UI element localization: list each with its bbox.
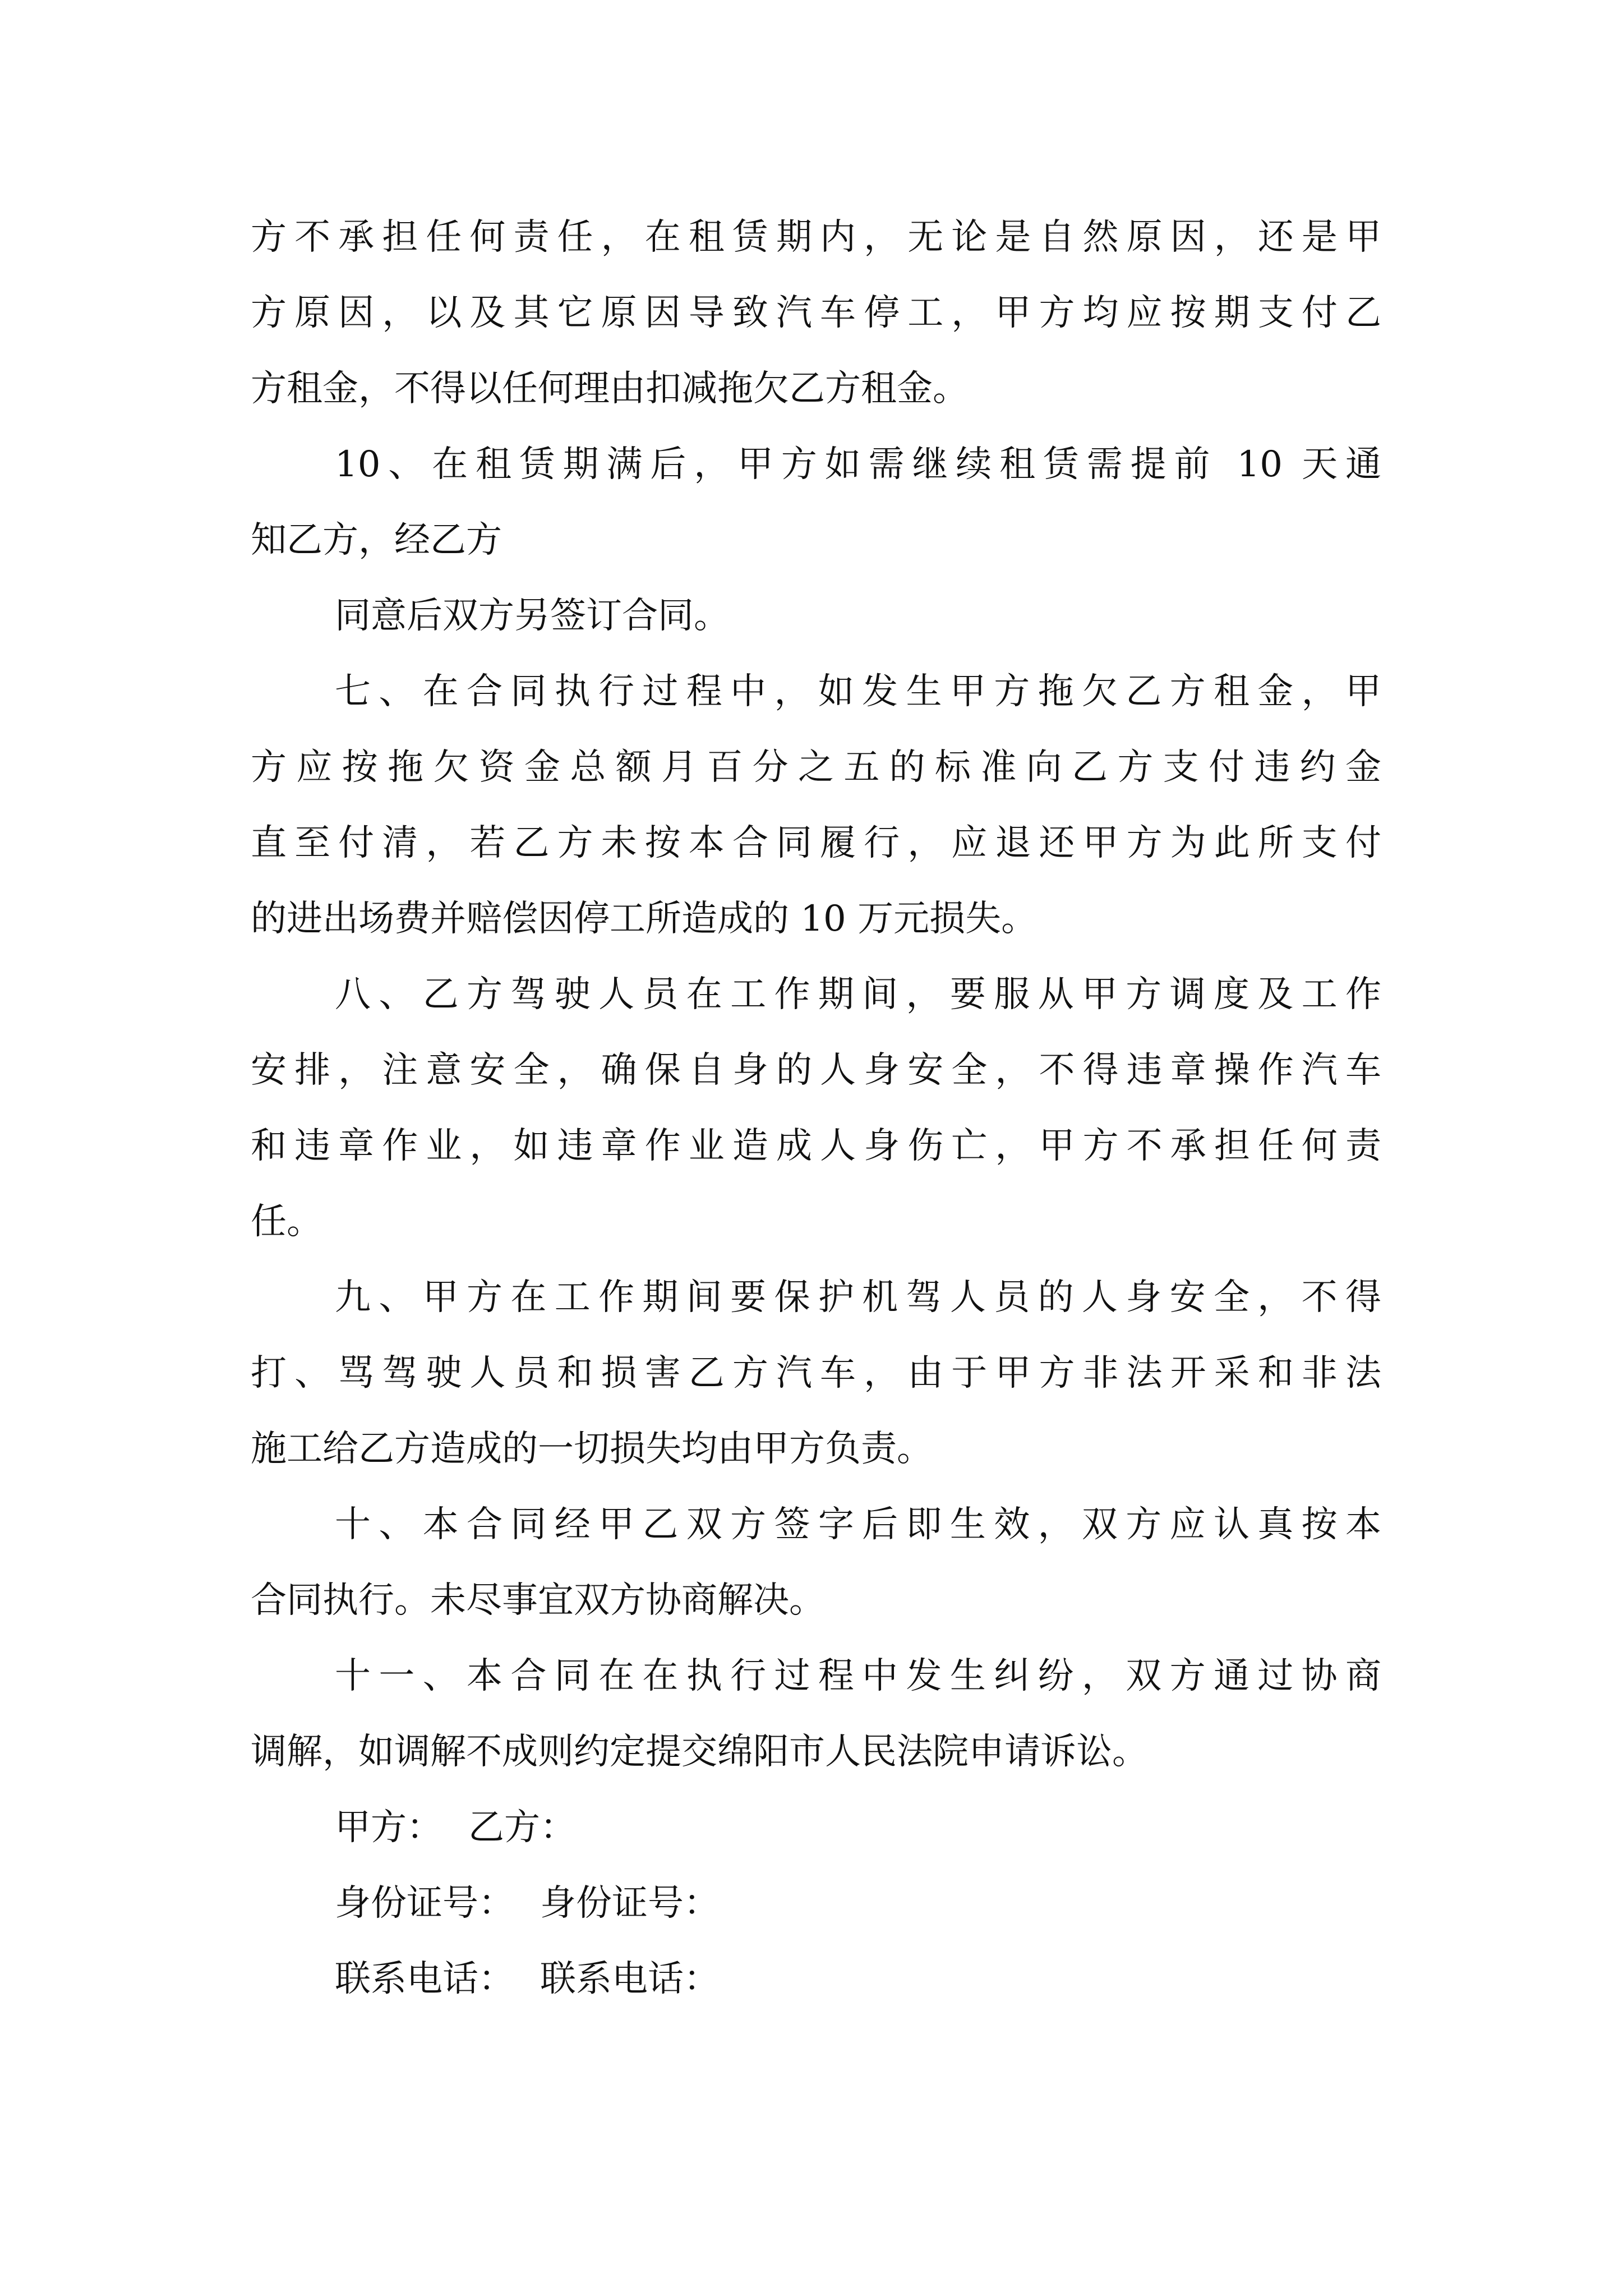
- contract-text: [251, 212, 1381, 2030]
- clause-10-effect-line: 十、本合同经甲乙双方签字后即生效，双方应认真按本: [335, 1504, 1381, 1545]
- text-line: 方租金，不得以任何理由扣减拖欠乙方租金。: [251, 368, 969, 409]
- text-line: 合同执行。未尽事宜双方协商解决。: [251, 1580, 825, 1621]
- clause-10-line: 10、在租赁期满后，甲方如需继续租赁需提前 10 天通: [335, 444, 1381, 485]
- signature-party-line: 甲方： 乙方：: [335, 1807, 576, 1848]
- text-line: 和违章作业，如违章作业造成人身伤亡，甲方不承担任何责: [251, 1125, 1381, 1167]
- text-line: 任。: [251, 1201, 322, 1243]
- clause-11-line: 十一、本合同在在执行过程中发生纠纷，双方通过协商: [335, 1655, 1381, 1697]
- text-line: 施工给乙方造成的一切损失均由甲方负责。: [251, 1428, 933, 1470]
- clause-9-line: 九、甲方在工作期间要保护机驾人员的人身安全，不得: [335, 1277, 1381, 1318]
- signature-phone-line: 联系电话： 联系电话：: [335, 1958, 720, 2000]
- clause-8-line: 八、乙方驾驶人员在工作期间，要服从甲方调度及工作: [335, 974, 1381, 1015]
- text-line: 方应按拖欠资金总额月百分之五的标准向乙方支付违约金: [251, 747, 1381, 788]
- signature-id-line: 身份证号： 身份证号：: [335, 1883, 720, 1924]
- text-line: 直至付清，若乙方未按本合同履行，应退还甲方为此所支付: [251, 822, 1381, 864]
- text-line: 同意后双方另签订合同。: [335, 595, 730, 637]
- clause-7-line: 七、在合同执行过程中，如发生甲方拖欠乙方租金，甲: [335, 671, 1381, 712]
- text-line: 方原因，以及其它原因导致汽车停工，甲方均应按期支付乙: [251, 292, 1381, 334]
- text-line: 的进出场费并赔偿因停工所造成的 10 万元损失。: [251, 898, 1038, 940]
- text-line: 知乙方，经乙方: [251, 519, 502, 561]
- text-line: 方不承担任何责任，在租赁期内，无论是自然原因，还是甲: [251, 217, 1381, 258]
- text-line: 打、骂驾驶人员和损害乙方汽车，由于甲方非法开采和非法: [251, 1352, 1381, 1394]
- text-line: 安排，注意安全，确保自身的人身安全，不得违章操作汽车: [251, 1050, 1381, 1091]
- text-line: 调解，如调解不成则约定提交绵阳市人民法院申请诉讼。: [251, 1731, 1148, 1773]
